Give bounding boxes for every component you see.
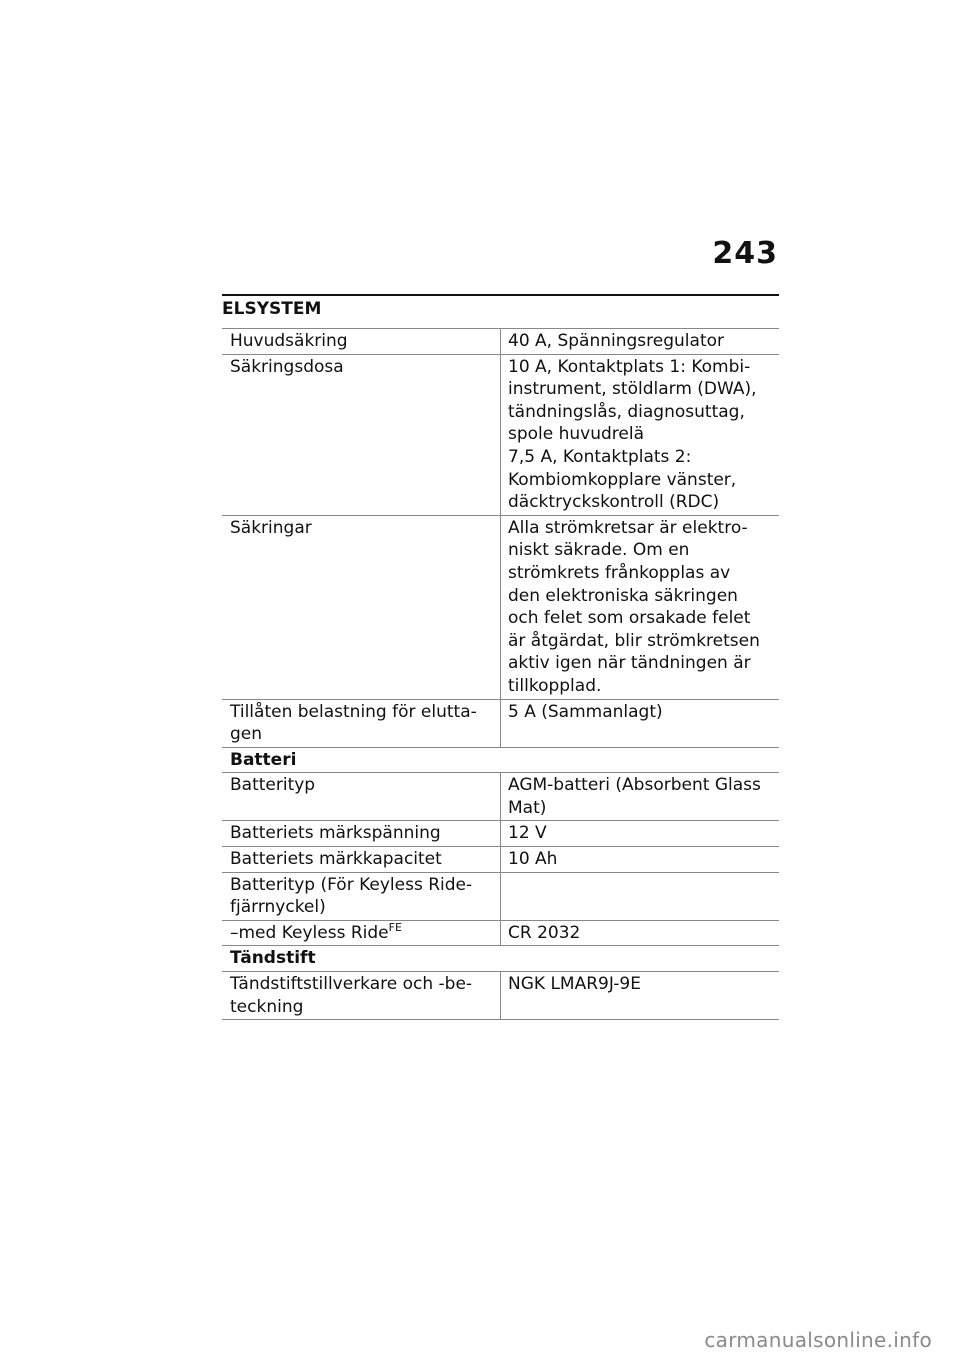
value-line: 7,5 A, Kontaktplats 2: — [508, 446, 692, 467]
value-line: AGM-batteri (Absorbent Glass — [508, 775, 761, 796]
value-line: strömkrets frånkopplas av — [508, 562, 731, 583]
value-line: NGK LMAR9J-9E — [508, 974, 641, 995]
table-row — [222, 821, 779, 847]
label-text: –med Keyless Ride — [230, 922, 389, 943]
electrical-system-section — [222, 294, 779, 1020]
value-line: tändningslås, diagnosuttag, — [508, 401, 745, 422]
value-line: däcktryckskontroll (RDC) — [508, 492, 720, 513]
table-row — [222, 515, 779, 699]
spec-value — [501, 329, 780, 355]
battery-heading: Batteri — [222, 747, 779, 773]
value-line: 10 Ah — [508, 849, 558, 870]
spec-label — [222, 872, 501, 920]
spec-label: Säkringar — [222, 515, 501, 699]
value-line: tillkopplad. — [508, 675, 602, 696]
value-line: Kombiomkopplare vänster, — [508, 469, 737, 490]
value-line: niskt säkrade. Om en — [508, 540, 690, 561]
value-line: 40 A, Spänningsregulator — [508, 331, 725, 351]
subheading-row — [222, 747, 779, 773]
spec-value — [501, 972, 780, 1020]
spec-value — [501, 821, 780, 847]
table-row — [222, 773, 779, 821]
spec-label — [222, 920, 501, 946]
spec-label — [222, 699, 501, 747]
value-line: 10 A, Kontaktplats 1: Kombi- — [508, 356, 751, 377]
spec-value — [501, 847, 780, 873]
value-line: är åtgärdat, blir strömkretsen — [508, 630, 760, 651]
spec-label: Batteriets märkspänning — [222, 821, 501, 847]
table-row — [222, 872, 779, 920]
value-line: Mat) — [508, 797, 547, 818]
label-line: Batterityp (För Keyless Ride- — [230, 874, 473, 895]
label-line: gen — [230, 724, 263, 745]
spark-plug-heading: Tändstift — [222, 946, 779, 972]
table-row — [222, 847, 779, 873]
subheading-row — [222, 946, 779, 972]
label-line: fjärrnyckel) — [230, 897, 326, 918]
label-line: Tillåten belastning för elutta- — [230, 701, 477, 722]
value-line: och felet som orsakade felet — [508, 608, 751, 629]
spec-label: Batterityp — [222, 773, 501, 821]
value-line: den elektroniska säkringen — [508, 585, 738, 606]
section-title: ELSYSTEM — [222, 299, 322, 319]
value-line: 12 V — [508, 823, 547, 844]
value-line: aktiv igen när tändningen är — [508, 653, 751, 674]
spec-table — [222, 328, 779, 1020]
table-row — [222, 699, 779, 747]
value-line: instrument, stöldlarm (DWA), — [508, 379, 757, 400]
spec-value — [501, 920, 780, 946]
value-line: CR 2032 — [508, 922, 581, 943]
spec-value — [501, 354, 780, 515]
spec-label: Batteriets märkkapacitet — [222, 847, 501, 873]
label-line: teckning — [230, 996, 304, 1017]
superscript: FE — [388, 920, 402, 934]
value-line: 5 A (Sammanlagt) — [508, 701, 663, 722]
spec-value — [501, 699, 780, 747]
spec-value — [501, 515, 780, 699]
label-line: Tändstiftstillverkare och -be- — [230, 974, 473, 995]
page-number: 243 — [712, 236, 778, 271]
watermark: carmanualsonline.info — [704, 1328, 932, 1352]
value-line: spole huvudrelä — [508, 424, 645, 445]
value-line: Alla strömkretsar är elektro- — [508, 517, 748, 538]
table-row — [222, 920, 779, 946]
spec-value — [501, 773, 780, 821]
spec-value — [501, 872, 780, 920]
table-row — [222, 972, 779, 1020]
spec-label — [222, 972, 501, 1020]
spec-label: Säkringsdosa — [222, 354, 501, 515]
spec-label: Huvudsäkring — [222, 329, 501, 355]
table-row — [222, 354, 779, 515]
table-row — [222, 329, 779, 355]
